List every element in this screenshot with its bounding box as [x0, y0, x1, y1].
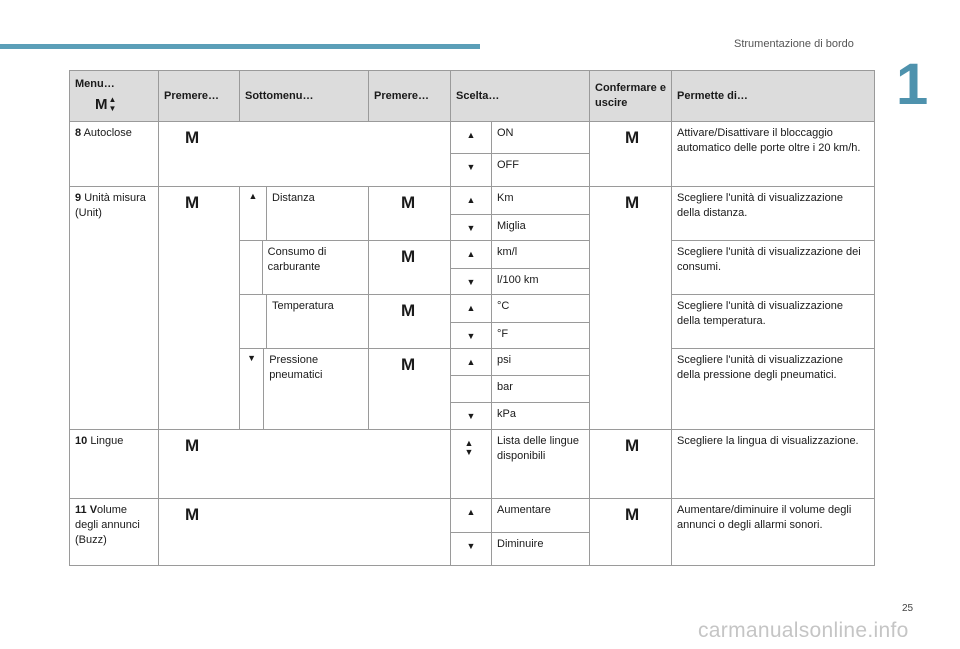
- submenu-temperatura: Temperatura: [272, 300, 334, 312]
- option-kpa: kPa: [492, 402, 590, 429]
- m-key-icon: M: [401, 193, 416, 212]
- menu-item-unita: 9 Unità misura (Unit): [70, 187, 159, 430]
- m-key-icon: M: [625, 436, 640, 455]
- option-aumentare: Aumentare: [492, 499, 590, 533]
- option-lista-lingue: Lista delle lingue disponibili: [492, 430, 590, 499]
- m-key-icon: M: [625, 193, 640, 212]
- option-fahrenheit: °F: [492, 322, 590, 349]
- table-row: [70, 499, 875, 533]
- header-premere: Premere…: [159, 71, 240, 122]
- table-row: [70, 430, 875, 499]
- page-number: 25: [902, 603, 914, 614]
- m-key-icon: M: [401, 355, 416, 374]
- arrow-up-icon: ▲: [466, 130, 476, 140]
- header-scelta: Scelta…: [451, 71, 590, 122]
- m-key-icon: M: [401, 247, 416, 266]
- settings-menu-table: [69, 70, 875, 566]
- option-psi: psi: [492, 349, 590, 376]
- arrow-down-icon: ▼: [247, 353, 257, 363]
- arrow-down-icon: ▼: [466, 222, 476, 233]
- option-km: Km: [492, 187, 590, 215]
- menu-item-lingue: 10 Lingue: [70, 430, 159, 499]
- submenu-pressione: Pressione pneumatici: [269, 354, 323, 381]
- arrow-down-icon: ▼: [466, 330, 476, 341]
- description-consumo: Scegliere l'unità di visualizzazione dei consumi.: [672, 241, 875, 295]
- arrow-up-down-icon: ▲ ▼: [464, 438, 478, 457]
- arrow-up-icon: ▲: [466, 303, 476, 313]
- table-row: [70, 187, 875, 215]
- header-confermare: Confermare e uscire: [590, 71, 672, 122]
- arrow-up-icon: ▲: [466, 249, 476, 259]
- table-header-row: [70, 71, 875, 122]
- header-accent-bar: [0, 44, 480, 49]
- arrow-up-icon: ▲: [466, 195, 476, 205]
- table-row: [70, 122, 875, 154]
- arrow-down-icon: ▼: [466, 276, 476, 287]
- option-bar: bar: [492, 376, 590, 402]
- arrow-up-icon: ▲: [248, 191, 258, 201]
- option-km-l: km/l: [492, 241, 590, 269]
- option-miglia: Miglia: [492, 214, 590, 241]
- description-pressione: Scegliere l'unità di visualizzazione della pressione degli pneumatici.: [672, 349, 875, 430]
- header-menu: Menu… M▲ ▼: [70, 71, 159, 122]
- description-autoclose: Attivare/Disattivare il bloccaggio automatico delle porte oltre i 20 km/h.: [672, 122, 875, 187]
- option-diminuire: Diminuire: [492, 533, 590, 566]
- m-key-updown-icon: M▲ ▼: [95, 95, 117, 113]
- arrow-up-icon: ▲: [466, 507, 476, 517]
- menu-item-autoclose: 8 Autoclose: [70, 122, 159, 187]
- option-celsius: °C: [492, 295, 590, 323]
- m-key-icon: M: [185, 505, 200, 524]
- header-premere-2: Premere…: [369, 71, 451, 122]
- description-lingue: Scegliere la lingua di visualizzazione.: [672, 430, 875, 499]
- section-title: Strumentazione di bordo: [734, 38, 854, 50]
- menu-item-volume: 11 Volume degli annunci (Buzz): [70, 499, 159, 566]
- option-off: OFF: [492, 154, 590, 187]
- option-on: ON: [492, 122, 590, 154]
- m-key-icon: M: [625, 505, 640, 524]
- header-sottomenu: Sottomenu…: [240, 71, 369, 122]
- description-temperatura: Scegliere l'unità di visualizzazione della temperatura.: [672, 295, 875, 349]
- description-volume: Aumentare/diminuire il volume degli annunci o degli allarmi sonori.: [672, 499, 875, 566]
- submenu-distanza: Distanza: [272, 192, 315, 204]
- m-key-icon: M: [185, 436, 200, 455]
- header-permette: Permette di…: [672, 71, 875, 122]
- description-distanza: Scegliere l'unità di visualizzazione della distanza.: [672, 187, 875, 241]
- submenu-consumo: Consumo di carburante: [267, 246, 327, 273]
- arrow-down-icon: ▼: [466, 410, 476, 421]
- watermark: carmanualsonline.info: [698, 619, 909, 642]
- chapter-number: 1: [896, 52, 929, 117]
- m-key-icon: M: [401, 301, 416, 320]
- arrow-down-icon: ▼: [466, 541, 476, 551]
- arrow-down-icon: ▼: [466, 162, 476, 172]
- m-key-icon: M: [625, 128, 640, 147]
- m-key-icon: M: [185, 128, 200, 147]
- arrow-up-icon: ▲: [466, 357, 476, 367]
- m-key-icon: M: [185, 193, 200, 212]
- option-l-100km: l/100 km: [492, 268, 590, 295]
